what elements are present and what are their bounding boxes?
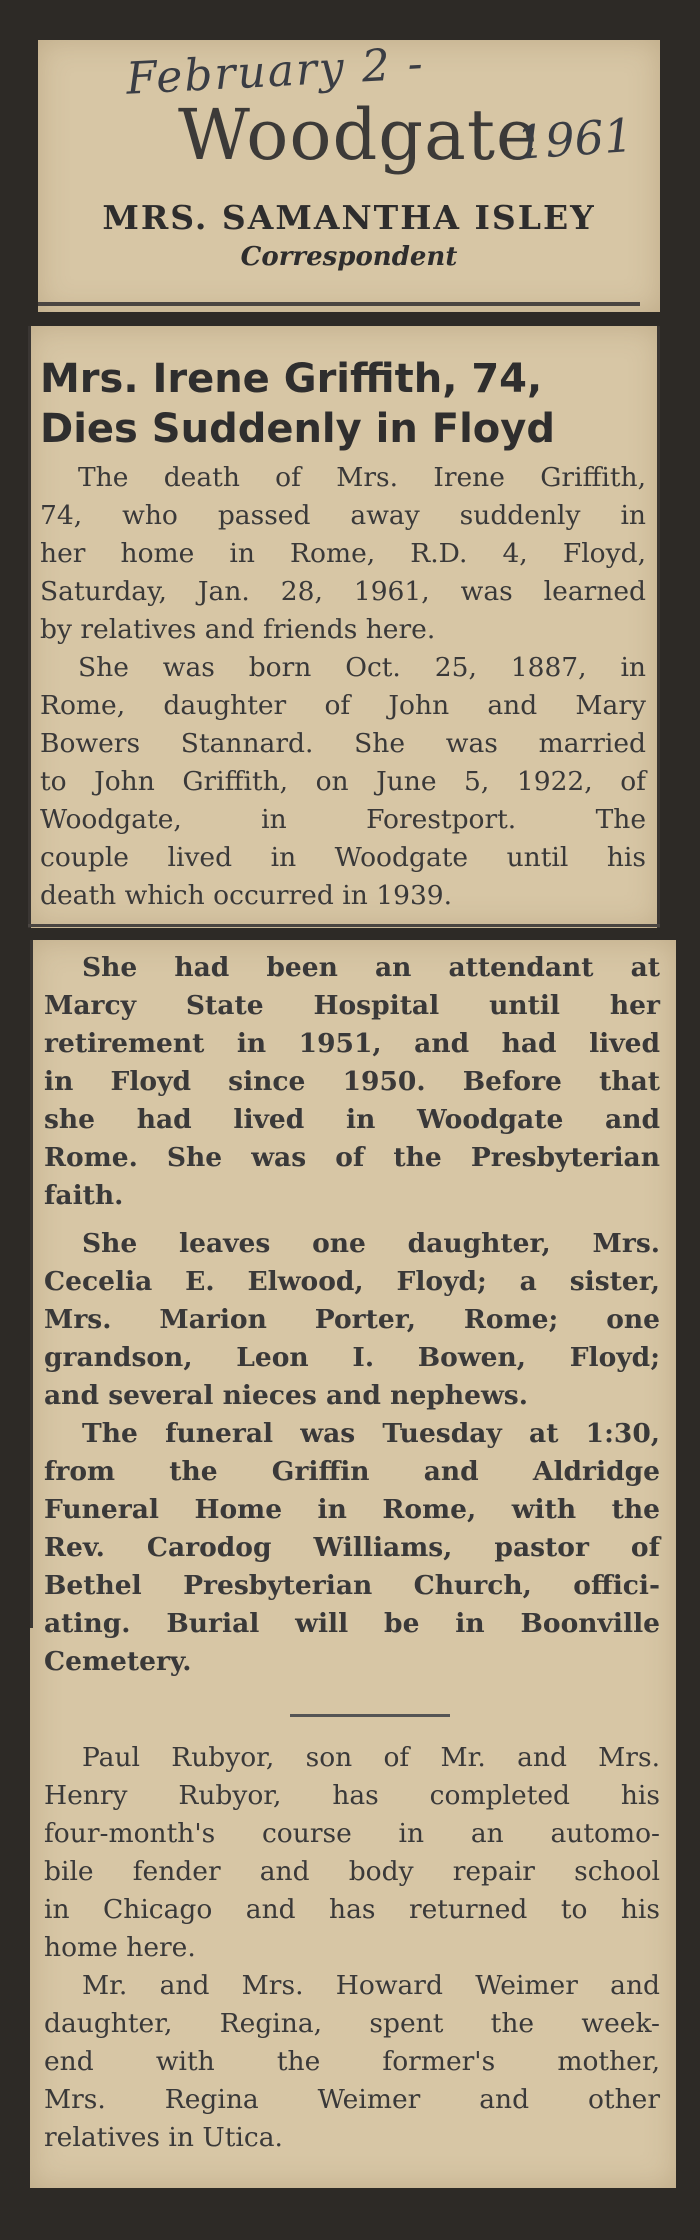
- article3-line: home here.: [44, 1932, 196, 1963]
- article2-line: Bethel Presbyterian Church, offici-: [44, 1570, 660, 1601]
- article2-body: [44, 950, 660, 1690]
- article3-line: Mrs. Regina Weimer and other: [44, 2084, 660, 2115]
- article1-line: by relatives and friends here.: [40, 614, 436, 645]
- handwritten-year: 1961: [514, 107, 635, 171]
- article2-line: retirement in 1951, and had lived: [44, 1028, 660, 1059]
- correspondent-title: Correspondent: [240, 242, 458, 272]
- article1-line: 74, who passed away suddenly in: [40, 500, 646, 531]
- masthead-title: Woodgate: [178, 94, 539, 176]
- article3-line: Mr. and Mrs. Howard Weimer and: [82, 1970, 660, 2001]
- article2-line: from the Griffin and Aldridge: [44, 1456, 660, 1487]
- article3-line: Henry Rubyor, has completed his: [44, 1780, 660, 1811]
- article1-line: her home in Rome, R.D. 4, Floyd,: [40, 538, 646, 569]
- article1-line: death which occurred in 1939.: [40, 880, 453, 911]
- article1-line: Bowers Stannard. She was married: [40, 728, 646, 759]
- headline-line-1: Mrs. Irene Griffith, 74,: [40, 356, 543, 402]
- article2-line: faith.: [44, 1180, 124, 1211]
- article1-line: The death of Mrs. Irene Griffith,: [78, 462, 646, 493]
- article2-line: ating. Burial will be in Boonville: [44, 1608, 660, 1639]
- article-griffith-clipping: [28, 326, 660, 928]
- article1-bottom-rule: [28, 924, 660, 927]
- article2-line: Marcy State Hospital until her: [44, 990, 660, 1021]
- article2-line: grandson, Leon I. Bowen, Floyd;: [44, 1342, 660, 1373]
- article2-line: The funeral was Tuesday at 1:30,: [82, 1418, 660, 1449]
- article1-line: couple lived in Woodgate until his: [40, 842, 646, 873]
- left-column-rule: [28, 326, 31, 928]
- article3-line: in Chicago and has returned to his: [44, 1894, 660, 1925]
- article2-line: Funeral Home in Rome, with the: [44, 1494, 660, 1525]
- left-column-rule: [30, 940, 33, 1628]
- article3-line: four-month's course in an automo-: [44, 1818, 660, 1849]
- headline-line-2: Dies Suddenly in Floyd: [40, 406, 555, 452]
- article3-line: Paul Rubyor, son of Mr. and Mrs.: [82, 1742, 660, 1773]
- correspondent-name: MRS. SAMANTHA ISLEY: [102, 198, 596, 237]
- article2-line: Rome. She was of the Presbyterian: [44, 1142, 660, 1173]
- article1-line: She was born Oct. 25, 1887, in: [78, 652, 646, 683]
- article2-line: she had lived in Woodgate and: [44, 1104, 660, 1135]
- article2-line: Cemetery.: [44, 1646, 192, 1677]
- header-rule: [38, 302, 640, 306]
- article1-line: Woodgate, in Forestport. The: [40, 804, 646, 835]
- article1-line: Rome, daughter of John and Mary: [40, 690, 646, 721]
- article-continuation-clipping: [30, 940, 676, 2188]
- article2-line: in Floyd since 1950. Before that: [44, 1066, 660, 1097]
- article1-line: to John Griffith, on June 5, 1922, of: [40, 766, 646, 797]
- section-separator: [290, 1714, 450, 1717]
- article2-line: and several nieces and nephews.: [44, 1380, 528, 1411]
- article3-line: daughter, Regina, spent the week-: [44, 2008, 660, 2039]
- article2-line: Mrs. Marion Porter, Rome; one: [44, 1304, 660, 1335]
- article1-body: [40, 460, 646, 920]
- right-column-rule: [657, 326, 660, 928]
- article3-line: bile fender and body repair school: [44, 1856, 660, 1887]
- article2-line: She leaves one daughter, Mrs.: [82, 1228, 660, 1259]
- article2-line: She had been an attendant at: [82, 952, 660, 983]
- article2-line: Cecelia E. Elwood, Floyd; a sister,: [44, 1266, 660, 1297]
- header-clipping: [38, 40, 660, 312]
- handwritten-date: February 2 -: [124, 38, 426, 105]
- article2-line: Rev. Carodog Williams, pastor of: [44, 1532, 660, 1563]
- article3-body: [44, 1740, 660, 2170]
- article3-line: end with the former's mother,: [44, 2046, 660, 2077]
- article1-line: Saturday, Jan. 28, 1961, was learned: [40, 576, 646, 607]
- article3-line: relatives in Utica.: [44, 2122, 283, 2153]
